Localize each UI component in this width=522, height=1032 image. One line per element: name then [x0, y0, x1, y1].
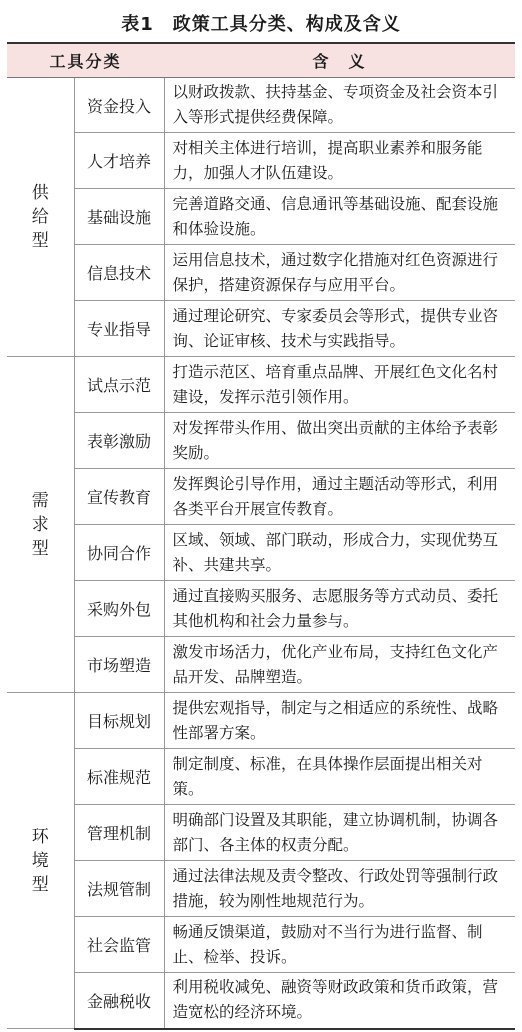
tool-name: 表彰激励 — [74, 413, 164, 469]
header-row — [7, 43, 515, 78]
category-demand: 需 求 型 — [7, 357, 74, 693]
tool-name: 宣传教育 — [74, 469, 164, 525]
tool-name: 采购外包 — [74, 581, 164, 637]
table-row — [7, 637, 515, 693]
tool-name: 市场塑造 — [74, 637, 164, 693]
tool-name: 金融税收 — [74, 973, 164, 1029]
tool-description: 完善道路交通、信息通讯等基础设施、配套设施和体验设施。 — [164, 189, 515, 245]
tool-description: 运用信息技术，通过数字化措施对红色资源进行保护，搭建资源保存与应用平台。 — [164, 245, 515, 301]
tool-name: 目标规划 — [74, 693, 164, 749]
tool-description: 利用税收减免、融资等财政政策和货币政策，营造宽松的经济环境。 — [164, 973, 515, 1029]
tool-description: 提供宏观指导，制定与之相适应的系统性、战略性部署方案。 — [164, 693, 515, 749]
table-row — [7, 301, 515, 357]
category-supply: 供 给 型 — [7, 78, 74, 357]
tool-name: 信息技术 — [74, 245, 164, 301]
table-row — [7, 693, 515, 749]
tool-description: 明确部门设置及其职能，建立协调机制，协调各部门、各主体的权责分配。 — [164, 805, 515, 861]
table-row — [7, 413, 515, 469]
table-row — [7, 805, 515, 861]
tool-description: 对发挥带头作用、做出突出贡献的主体给予表彰奖励。 — [164, 413, 515, 469]
table-row — [7, 357, 515, 413]
table-caption: 表1 政策工具分类、构成及含义 — [121, 14, 401, 35]
header-meaning: 含 义 — [164, 43, 515, 78]
tool-name: 基础设施 — [74, 189, 164, 245]
table-row — [7, 78, 515, 133]
tool-name: 试点示范 — [74, 357, 164, 413]
tool-name: 社会监管 — [74, 917, 164, 973]
tool-description: 通过理论研究、专家委员会等形式，提供专业咨询、论证审核、技术与实践指导。 — [164, 301, 515, 357]
table-row — [7, 917, 515, 973]
table-row — [7, 525, 515, 581]
tool-description: 区域、领域、部门联动，形成合力，实现优势互补、共建共享。 — [164, 525, 515, 581]
table-row — [7, 749, 515, 805]
tool-name: 资金投入 — [74, 78, 164, 133]
policy-tools-table — [7, 42, 515, 1030]
tool-name: 管理机制 — [74, 805, 164, 861]
tool-description: 对相关主体进行培训，提高职业素养和服务能力，加强人才队伍建设。 — [164, 133, 515, 189]
tool-name: 标准规范 — [74, 749, 164, 805]
category-environment: 环 境 型 — [7, 693, 74, 1029]
tool-description: 打造示范区、培育重点品牌、开展红色文化名村建设，发挥示范引领作用。 — [164, 357, 515, 413]
table-row — [7, 189, 515, 245]
tool-description: 激发市场活力，优化产业布局，支持红色文化产品开发、品牌塑造。 — [164, 637, 515, 693]
header-category: 工具分类 — [7, 43, 164, 78]
table-row — [7, 581, 515, 637]
tool-name: 专业指导 — [74, 301, 164, 357]
tool-name: 人才培养 — [74, 133, 164, 189]
table-row — [7, 861, 515, 917]
tool-description: 通过法律法规及责令整改、行政处罚等强制行政措施，较为刚性地规范行为。 — [164, 861, 515, 917]
table-row — [7, 469, 515, 525]
tool-name: 协同合作 — [74, 525, 164, 581]
table-row — [7, 973, 515, 1029]
tool-description: 以财政拨款、扶持基金、专项资金及社会资本引入等形式提供经费保障。 — [164, 78, 515, 133]
tool-description: 制定制度、标准，在具体操作层面提出相关对策。 — [164, 749, 515, 805]
table-row — [7, 245, 515, 301]
tool-name: 法规管制 — [74, 861, 164, 917]
tool-description: 通过直接购买服务、志愿服务等方式动员、委托其他机构和社会力量参与。 — [164, 581, 515, 637]
tool-description: 发挥舆论引导作用，通过主题活动等形式，利用各类平台开展宣传教育。 — [164, 469, 515, 525]
tool-description: 畅通反馈渠道，鼓励对不当行为进行监督、制止、检举、投诉。 — [164, 917, 515, 973]
table-row — [7, 133, 515, 189]
